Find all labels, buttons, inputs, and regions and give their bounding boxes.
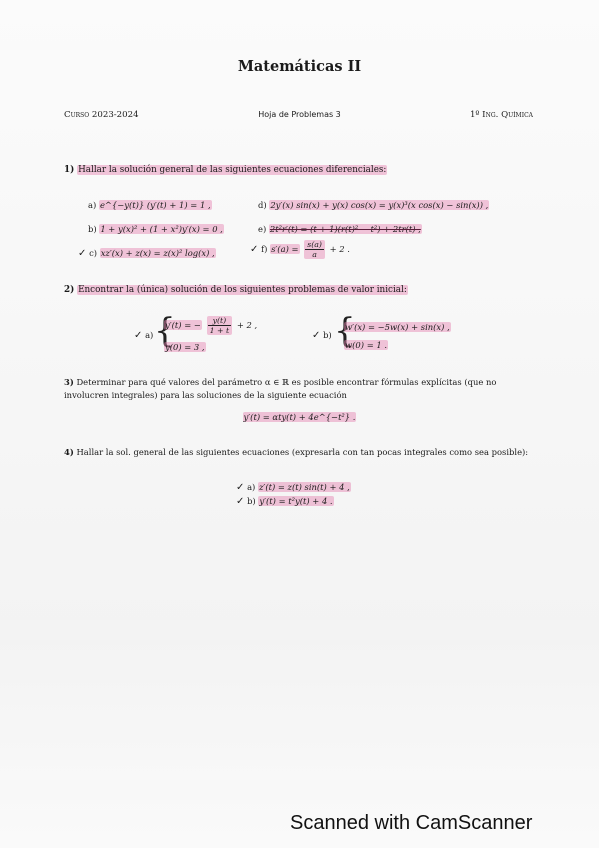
problem-2-item-a-label: ✓ a)	[134, 330, 154, 341]
problem-3-text-line1: Determinar para qué valores del parámetro α ∈ ℝ es posible encontrar fórmulas explícitas (que no	[76, 377, 497, 387]
problem-1-item-d: d) 2y′(x) sin(x) + y(x) cos(x) = y(x)³(x cos(x) − sin(x)) ,	[258, 200, 489, 210]
problem-1-number: 1)	[64, 165, 75, 175]
problem-2-item-b-line1: w′(x) = −5w(x) + sin(x) ,	[345, 322, 450, 332]
problem-2-text: Encontrar la (única) solución de los siguientes problemas de valor inicial:	[78, 285, 407, 295]
problem-1-statement	[64, 164, 387, 177]
problem-1-text: Hallar la solución general de las siguientes ecuaciones diferenciales:	[78, 165, 387, 175]
problem-1-item-e: e) 2t²r′(t) = (t + 1)(r(t)² − t²) + 2tr(t) ,	[258, 224, 421, 234]
problem-3-text-line2: involucren integrales) para las soluciones de la siguiente ecuación	[64, 390, 347, 400]
fraction: $\frac{y(t)}{1 + t}$	[207, 316, 233, 335]
left-brace-icon: {	[154, 311, 176, 351]
degree-name: 1º Ing. Química	[469, 110, 533, 120]
check-mark-icon: ✓	[78, 248, 87, 259]
problem-2-statement	[64, 284, 408, 297]
left-brace-icon: {	[334, 311, 356, 351]
fraction: $\frac{s(a)}{a}$	[304, 240, 325, 259]
problem-3-statement	[64, 376, 534, 402]
page-title: Matemáticas II	[237, 58, 362, 75]
problem-2-item-a-line2: y(0) = 3 ,	[165, 342, 205, 352]
camscanner-watermark: Scanned with CamScanner	[290, 812, 533, 834]
problem-4-item-a: ✓ a) z′(t) = z(t) sin(t) + 4 ,	[236, 482, 350, 493]
sheet-name: Hoja de Problemas 3	[258, 110, 341, 119]
problem-4-number: 4)	[64, 447, 74, 457]
problem-1-item-c: ✓ c) xz′(x) + z(x) = z(x)² log(x) ,	[78, 248, 215, 259]
course-year: Curso 2023-2024	[64, 110, 139, 120]
check-mark-icon: ✓	[134, 330, 143, 341]
problem-1-item-a: a) e^{−y(t)} (y′(t) + 1) = 1 ,	[88, 200, 211, 210]
problem-2-item-b-line2: w(0) = 1 .	[345, 340, 388, 350]
problem-1-item-b: b) 1 + y(x)² + (1 + x²)y′(x) = 0 ,	[88, 224, 223, 234]
check-mark-icon: ✓	[250, 244, 259, 255]
problem-2-number: 2)	[64, 285, 75, 295]
problem-3-number: 3)	[64, 377, 74, 387]
problem-4-statement	[64, 446, 528, 459]
problem-2-item-b-label: ✓ b)	[312, 330, 332, 341]
check-mark-icon: ✓	[236, 496, 245, 507]
check-mark-icon: ✓	[236, 482, 245, 493]
check-mark-icon: ✓	[312, 330, 321, 341]
problem-4-text: Hallar la sol. general de las siguientes ecuaciones (expresarla con tan pocas integrales como sea posible):	[76, 447, 529, 457]
problem-4-item-b: ✓ b) y′(t) = t²y(t) + 4 .	[236, 496, 333, 507]
problem-2-item-a-line1: y′(t) = − $\frac{y(t)}{1 + t}$ + 2 ,	[165, 316, 258, 335]
problem-1-item-f: ✓ f) s′(a) = $\frac{s(a)}{a}$ + 2 .	[250, 240, 350, 259]
problem-3-equation: y′(t) = αty(t) + 4e^{−t²} .	[243, 412, 356, 422]
